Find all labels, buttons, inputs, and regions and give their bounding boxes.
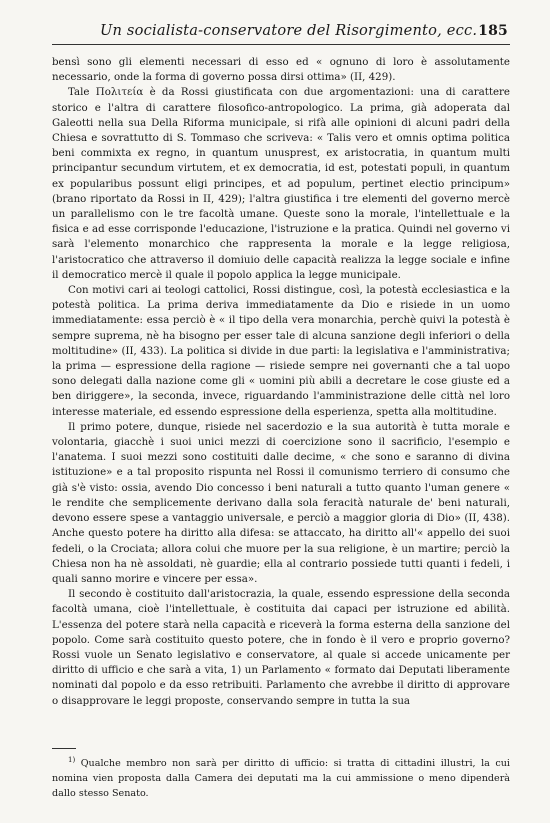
footnote-body: Qualche membro non sarà per diritto di ufficio: si tratta di cittadini illustri, la cui nomina vien proposta dalla Camera dei deputati ma la cui ammissione o meno dipenderà dallo stesso Senato. [52, 758, 510, 800]
footnote-marker: 1) [68, 756, 76, 764]
running-title: Un socialista-conservatore del Risorgimento, ecc. [100, 22, 478, 39]
body-text [52, 55, 510, 709]
page-header [52, 22, 510, 45]
page-number: 185 [478, 23, 508, 39]
paragraph: Il secondo è costituito dall'aristocrazia, la quale, essendo espressione della seconda facoltà umana, cioè l'intellettuale, è costituita dai capaci per istruzione ed abilità. L'essenza del potere starà nella capacità e riceverà la forma esterna della sanzione del popolo. Come sarà costituito questo potere, che in fondo è il vero e proprio governo? Rossi vuole un Senato legislativo e conservatore, al quale si accede unicamente per diritto di ufficio e che sarà a vita, 1) un Parlamento « formato dai Deputati liberamente nominati dal popolo e da esso retribuiti. Parlamento che avrebbe il diritto di approvare o disapprovare le leggi proposte, conservando sempre in tutta la sua [52, 588, 510, 707]
paragraph: Tale Πολιτεία è da Rossi giustificata con due argomentazioni: una di carattere storico e l'altra di carattere filosofico-antropologico. La prima, già adoperata dal Galeotti nella sua Della Riforma municipale, si rifà alle opinioni di alcuni padri della Chiesa e sovrattutto di S. Tommaso che scriveva: « Talis vero et omnis optima politica beni commixta ex regno, in quantum unusprest, ex aristocratia, in quantum multi principantur secundum virtutem, et ex democratia, id est, potestati populi, in quantum ex popularibus possunt eligi principes, et ad populum, pertinet electio principum» (brano riportato da Rossi in II, 429); l'altra giustifica i tre elementi del governo mercè un parallelismo con le tre facoltà umane. Queste sono la morale, l'intellettuale e la fisica e ad esse corrisponde l'educazione, l'istruzione e la pratica. Quindi nel governo vi sarà l'elemento monarchico che rappresenta la morale e la legge religiosa, l'aristocratico che attraverso il domiuio delle capacità realizza la legge sociale e infine il democratico mercè il quale il popolo applica la legge municipale. [52, 86, 510, 281]
paragraph: bensì sono gli elementi necessari di esso ed « ognuno di loro è assolutamente necessario, onde la forma di governo possa dirsi ottima» (II, 429). [52, 56, 510, 84]
footnote-rule [52, 748, 76, 749]
paragraph: Il primo potere, dunque, risiede nel sacerdozio e la sua autorità è tutta morale e volontaria, giacchè i suoi unici mezzi di coercizione sono il sacrificio, l'esempio e l'anatema. I suoi mezzi sono costituiti dalle decime, « che sono e saranno di divina istituzione» e a tal proposito rispunta nel Rossi il comunismo terriero di consumo che già s'è visto: ossia, avendo Dio concesso i beni naturali a tutto quanto l'uman genere « le rendite che semplicemente derivano dalla sola feracità naturale de' beni naturali, devono essere spese a vantaggio universale, e perciò a maggior gloria di Dio» (II, 438). Anche questo potere ha diritto alla difesa: se attaccato, ha diritto all'« appello dei suoi fedeli, o la Crociata; allora colui che muore per la sua religione, è un martire; perciò la Chiesa non ha nè assoldati, nè guardie; ella al contrario possiede tutti quanti i fedeli, i quali sanno morire e vincere per essa». [52, 420, 510, 585]
footnote [52, 748, 510, 801]
paragraph: Con motivi cari ai teologi cattolici, Rossi distingue, così, la potestà ecclesiastica e la potestà politica. La prima deriva immediatamente da Dio e risiede in un uomo immediatamente: essa perciò è « il tipo della vera monarchia, perchè quivi la potestà è sempre suprema, nè ha bisogno per esser tale di alcuna sanzione degli inferiori o della moltitudine» (II, 433). La politica si divide in due parti: la legislativa e l'amministrativa; la prima — espressione della ragione — risiede sempre nei governanti che a tal uopo sono delegati dalla nazione come gli « uomini più abili a decretare le cose giuste ed a ben diriggere», la seconda, invece, riguardando l'amministrazione delle città nel loro interesse materiale, ed essendo espressione della esperienza, spetta alla moltitudine. [52, 284, 510, 418]
footnote-text [52, 753, 510, 801]
